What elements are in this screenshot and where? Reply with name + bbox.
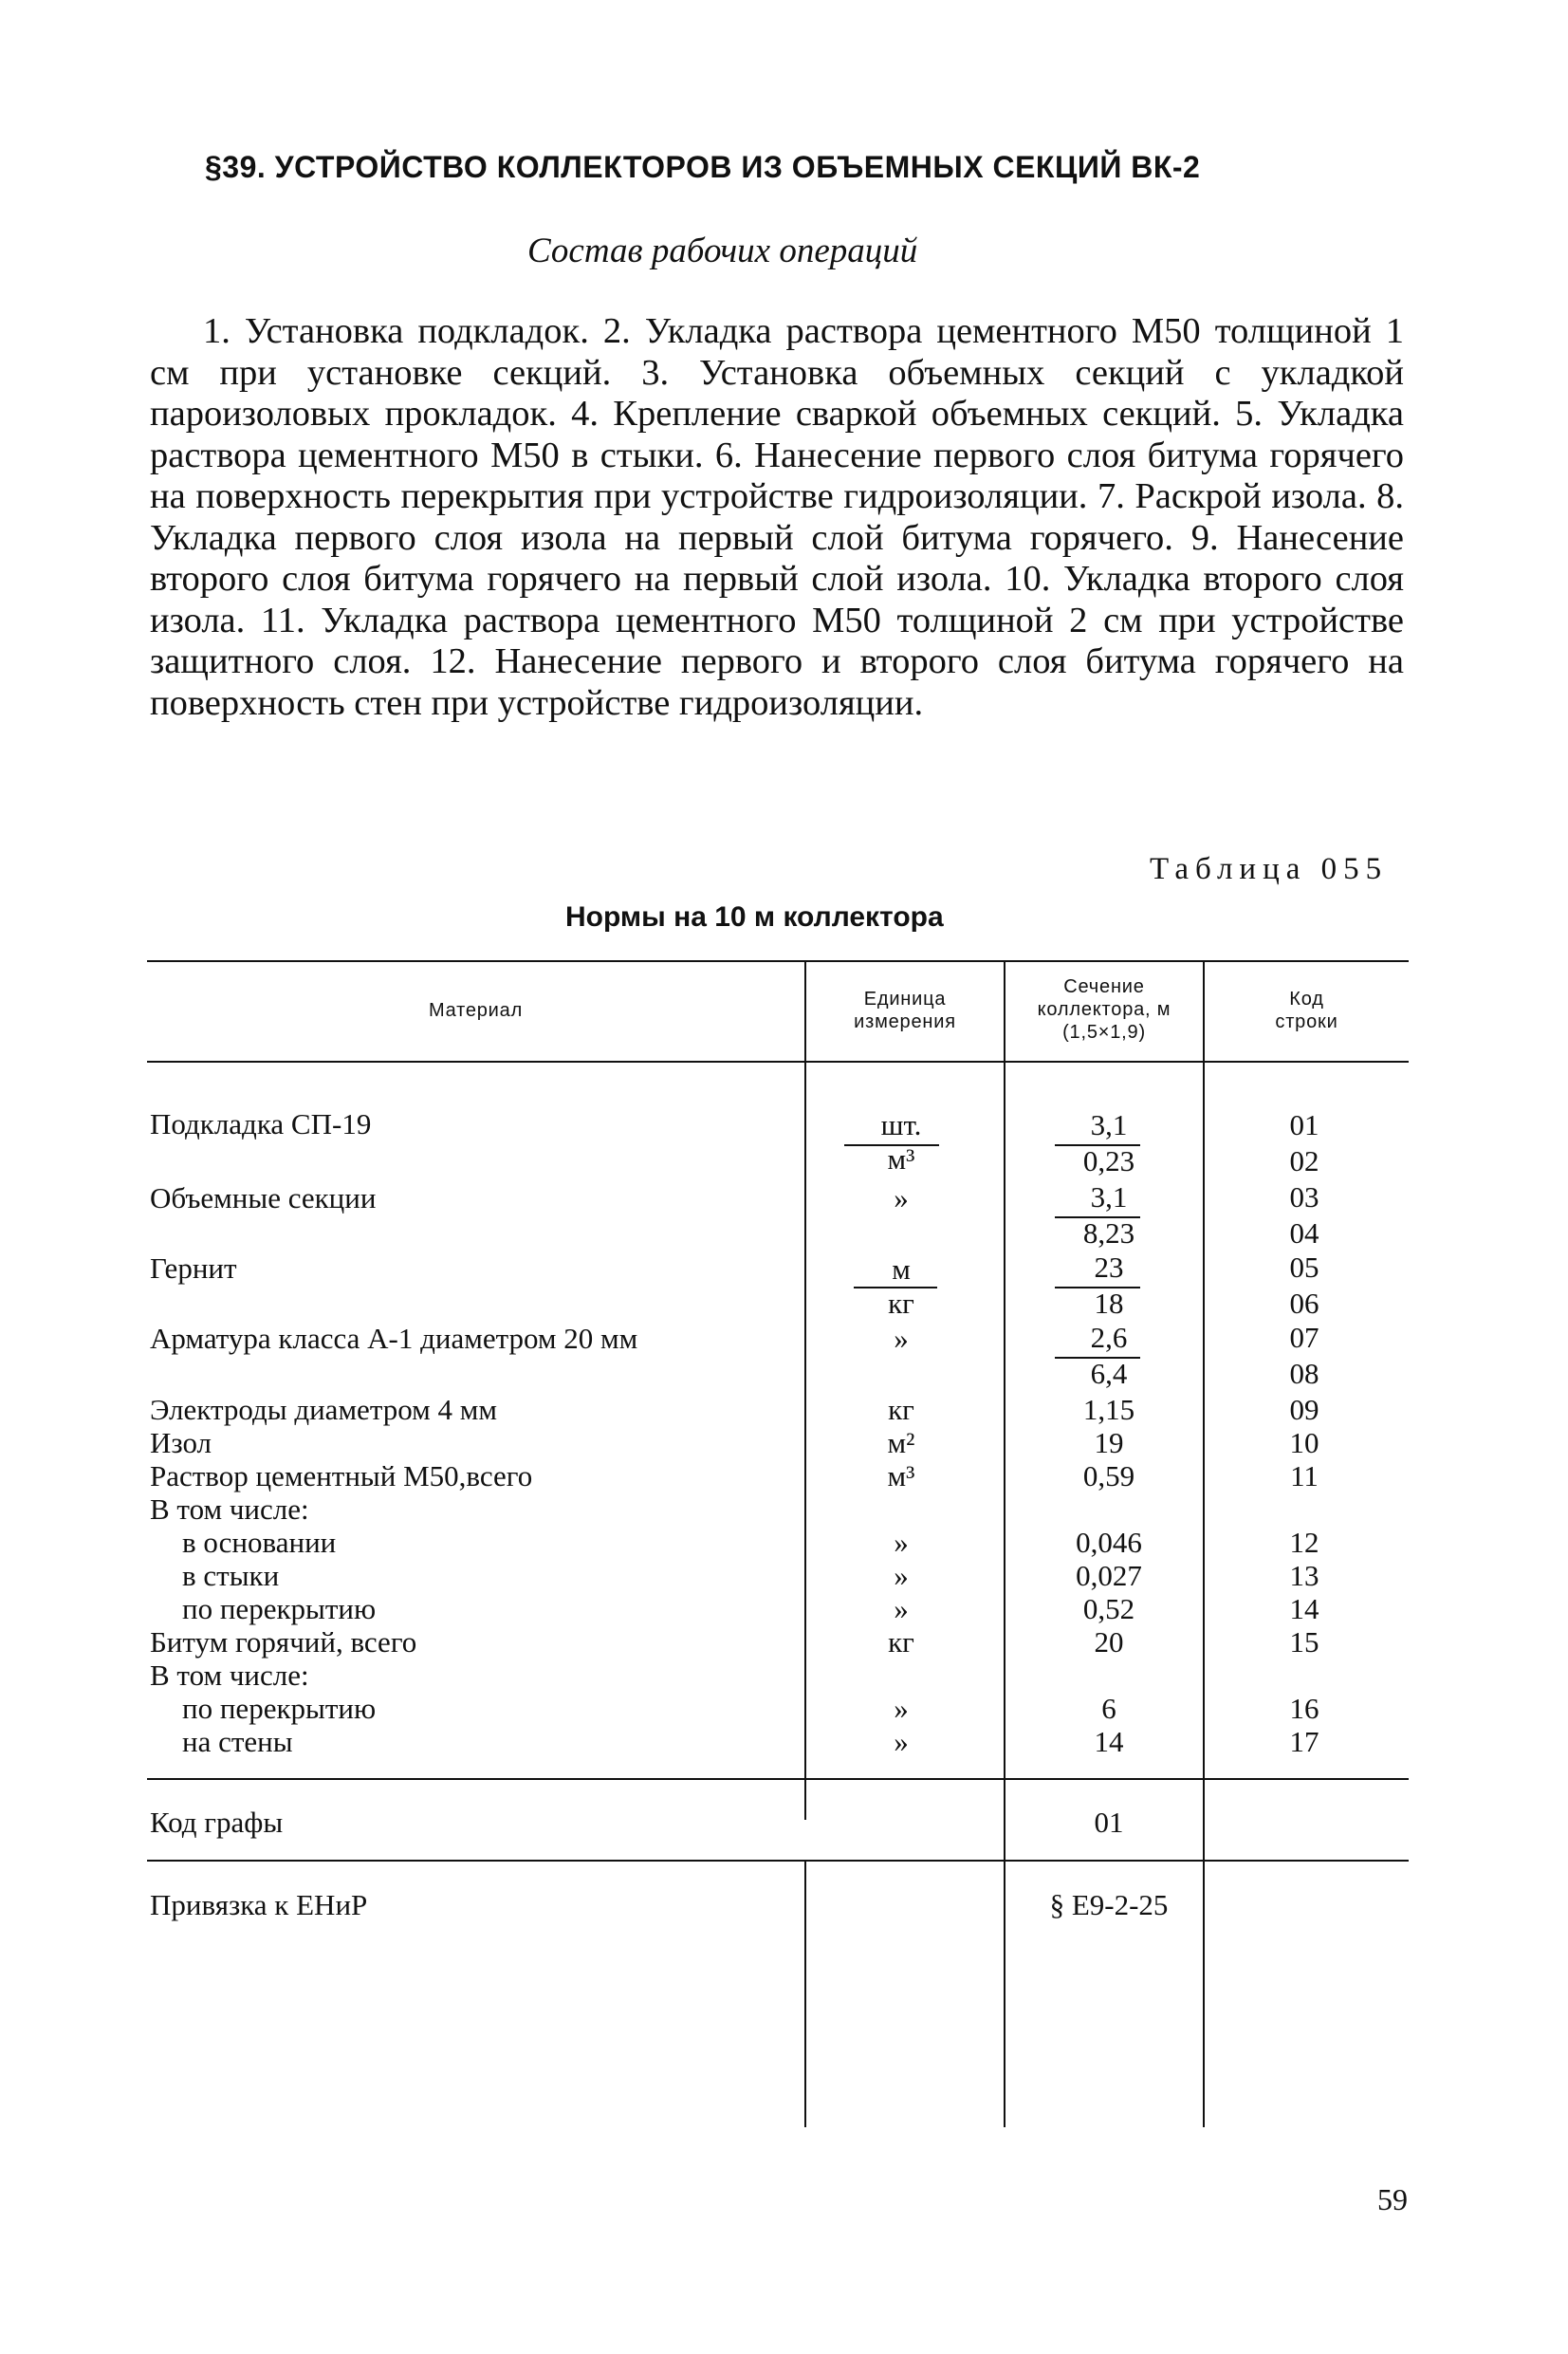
row-unit-top: шт. — [880, 1108, 922, 1141]
row-value-bottom: 0,23 — [1082, 1144, 1135, 1177]
row-code: 09 — [1289, 1393, 1319, 1426]
row-code: 06 — [1289, 1287, 1319, 1320]
row-value: 0,046 — [1076, 1526, 1142, 1559]
row-value: 0,59 — [1082, 1459, 1135, 1492]
row-value: 6 — [1101, 1692, 1116, 1725]
table-caption: Нормы на 10 м коллектора — [565, 901, 944, 933]
row-value-bottom: 6,4 — [1090, 1357, 1128, 1390]
header-material: Материал — [428, 1000, 524, 1021]
row-unit: » — [894, 1692, 909, 1725]
row-unit: кг — [888, 1625, 914, 1659]
row-value-top: 3,1 — [1090, 1108, 1128, 1141]
row-unit: кг — [888, 1393, 914, 1426]
row-value: 0,52 — [1082, 1592, 1135, 1625]
table-number: Таблица 055 — [1150, 852, 1389, 886]
row-value-top: 3,1 — [1090, 1180, 1128, 1214]
row-material: Подкладка СП-19 — [150, 1107, 372, 1140]
operations-paragraph: 1. Установка подкладок. 2. Укладка раствора цементного М50 толщиной 1 см при установке секций. 3. Установка объемных секций с укладкой пароизоловых прокладок. 4. Крепление сваркой объемных секций. 5. Укладка раствора цементного М50 в стыки. 6. Нанесение первого слоя битума горячего на поверхность перекрытия при устройстве гидроизоляции. 7. Раскрой изола. 8. Укладка первого слоя изола на первый слой битума горячего. 9. Нанесение второго слоя битума горячего на первый слой изола. 10. Укладка второго слоя изола. 11. Укладка раствора цементного М50 толщиной 2 см при устройстве защитного слоя. 12. Нанесение первого и второго слоя битума горячего на поверхность стен при устройстве гидроизоляции. — [150, 311, 1404, 723]
row-material: Электроды диаметром 4 мм — [150, 1393, 498, 1426]
row-unit: » — [894, 1322, 909, 1355]
row-code: 10 — [1289, 1426, 1319, 1459]
row-material: в стыки — [182, 1559, 280, 1592]
row-material: В том числе: — [150, 1659, 309, 1692]
table-body-bottom-rule — [147, 1778, 1409, 1780]
table-header-rule — [147, 1061, 1409, 1063]
row-material: Гернит — [150, 1251, 237, 1285]
row-value: 0,027 — [1076, 1559, 1142, 1592]
row-value: 19 — [1094, 1426, 1124, 1459]
row-value: 14 — [1094, 1725, 1124, 1758]
row-value-bottom: 8,23 — [1082, 1216, 1135, 1250]
row-unit-top: м — [892, 1252, 911, 1286]
row-code: 11 — [1290, 1459, 1319, 1492]
page-number: 59 — [1377, 2182, 1408, 2216]
row-code: 17 — [1289, 1725, 1319, 1758]
row-unit: » — [894, 1559, 909, 1592]
section-subtitle: Состав рабочих операций — [527, 232, 918, 270]
row-value-bottom: 18 — [1094, 1287, 1124, 1320]
section-title: §39. УСТРОЙСТВО КОЛЛЕКТОРОВ ИЗ ОБЪЕМНЫХ СЕКЦИЙ ВК-2 — [205, 150, 1201, 184]
row-code: 03 — [1289, 1180, 1319, 1214]
row-code: 12 — [1289, 1526, 1319, 1559]
row-code: 07 — [1289, 1321, 1319, 1354]
table-footer-rule — [147, 1860, 1409, 1862]
enir-value: § Е9-2-25 — [1049, 1888, 1169, 1921]
row-material: В том числе: — [150, 1492, 309, 1526]
row-material: Арматура класса А-1 диаметром 20 мм — [150, 1322, 638, 1355]
row-material: Объемные секции — [150, 1181, 377, 1214]
row-material: по перекрытию — [182, 1592, 377, 1625]
row-code: 02 — [1289, 1144, 1319, 1177]
table-top-rule — [147, 960, 1409, 962]
row-code: 01 — [1289, 1108, 1319, 1141]
row-material: на стены — [182, 1725, 293, 1758]
row-material: в основании — [182, 1526, 337, 1559]
row-material: Раствор цементный М50,всего — [150, 1459, 533, 1492]
row-material: Битум горячий, всего — [150, 1625, 417, 1659]
row-unit: » — [894, 1526, 909, 1559]
header-code: Код строки — [1275, 989, 1338, 1032]
row-unit-bottom: м³ — [887, 1142, 915, 1176]
row-code: 08 — [1289, 1357, 1319, 1390]
col-divider-section-left — [1004, 960, 1005, 2127]
row-code: 16 — [1289, 1692, 1319, 1725]
col-divider-unit-left-footer — [804, 1862, 806, 2127]
row-code: 14 — [1289, 1592, 1319, 1625]
header-section: Сечение коллектора, м (1,5×1,9) — [1037, 976, 1171, 1043]
row-unit: » — [894, 1181, 909, 1214]
row-unit: м³ — [887, 1459, 915, 1492]
row-material: по перекрытию — [182, 1692, 377, 1725]
row-code: 05 — [1289, 1251, 1319, 1284]
header-unit: Единица измерения — [854, 989, 956, 1032]
graph-code-value: 01 — [1094, 1806, 1124, 1839]
row-value-top: 2,6 — [1090, 1321, 1128, 1354]
graph-code-label: Код графы — [150, 1806, 284, 1839]
row-unit: м² — [887, 1426, 915, 1459]
row-value: 1,15 — [1082, 1393, 1135, 1426]
row-unit-bottom: кг — [888, 1287, 914, 1320]
row-value-top: 23 — [1094, 1251, 1124, 1284]
row-unit: » — [894, 1592, 909, 1625]
row-value: 20 — [1094, 1625, 1124, 1659]
row-code: 04 — [1289, 1216, 1319, 1250]
enir-label: Привязка к ЕНиР — [150, 1888, 368, 1921]
row-code: 13 — [1289, 1559, 1319, 1592]
row-material: Изол — [150, 1426, 212, 1459]
row-unit: » — [894, 1725, 909, 1758]
row-code: 15 — [1289, 1625, 1319, 1659]
